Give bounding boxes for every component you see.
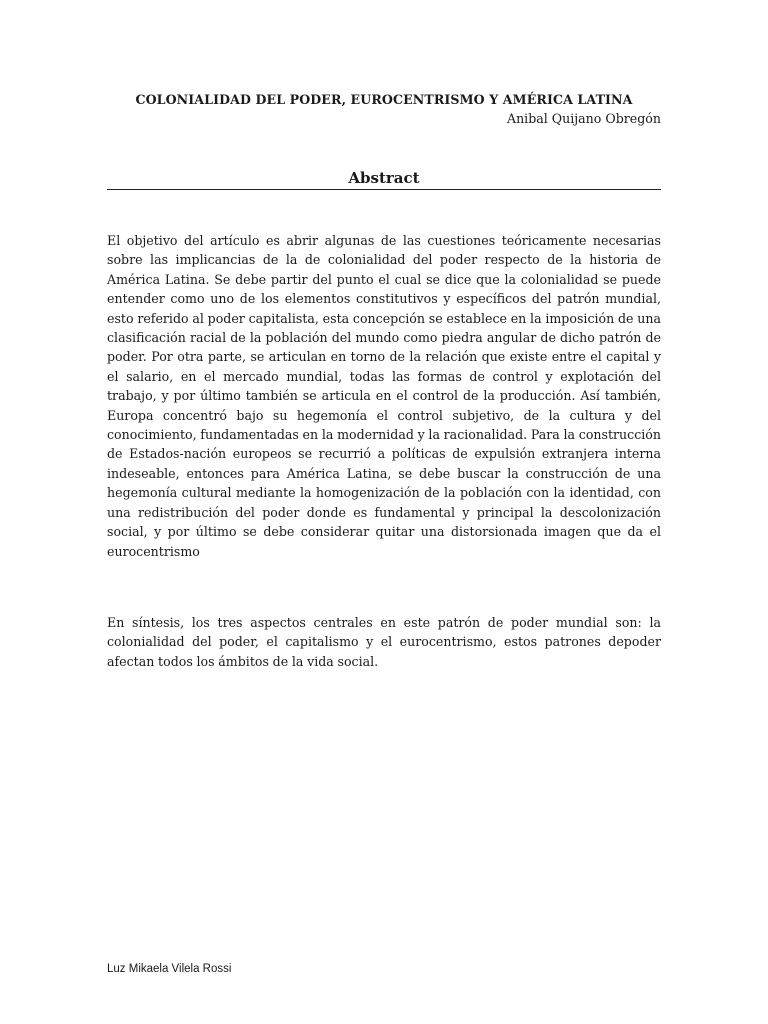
heading-divider — [107, 189, 661, 190]
author-name: Anibal Quijano Obregón — [506, 111, 661, 126]
abstract-paragraph-2: En síntesis, los tres aspectos centrales en este patrón de poder mundial son: la colonialidad del poder, el capitalismo y el eurocentrismo, estos patrones depoder afectan todos los ámbitos de la vida social. — [107, 615, 661, 669]
footer-author: Luz Mikaela Vilela Rossi — [107, 963, 232, 975]
section-heading: Abstract — [348, 169, 420, 187]
abstract-paragraph-1: El objetivo del artículo es abrir algunas de las cuestiones teóricamente necesarias sobre las implicancias de la de colonialidad del poder respecto de la historia de América Latina. Se debe partir del punto el cual se dice que la colonialidad se puede entender como uno de los elementos constitutivos y específicos del patrón mundial, esto referido al poder capitalista, esta concepción se establece en la imposición de una clasificación racial de la población del mundo como piedra angular de dicho patrón de poder. Por otra parte, se articulan en torno de la relación que existe entre el capital y el salario, en el mercado mundial, todas las formas de control y explotación del trabajo, y por último también se articula en el control de la producción. Así también, Europa concentró bajo su hegemonía el control subjetivo, de la cultura y del conocimiento, fundamentadas en la modernidad y la racionalidad. Para la construcción de Estados-nación europeos se recurrió a políticas de expulsión extranjera interna indeseable, entonces para América Latina, se debe buscar la construcción de una hegemonía cultural mediante la homogenización de la población con la identidad, con una redistribución del poder donde es fundamental y principal la descolonización social, y por último se debe considerar quitar una distorsionada imagen que da el eurocentrismo — [107, 233, 661, 559]
document-title: COLONIALIDAD DEL PODER, EUROCENTRISMO Y AMÉRICA LATINA — [135, 92, 633, 107]
